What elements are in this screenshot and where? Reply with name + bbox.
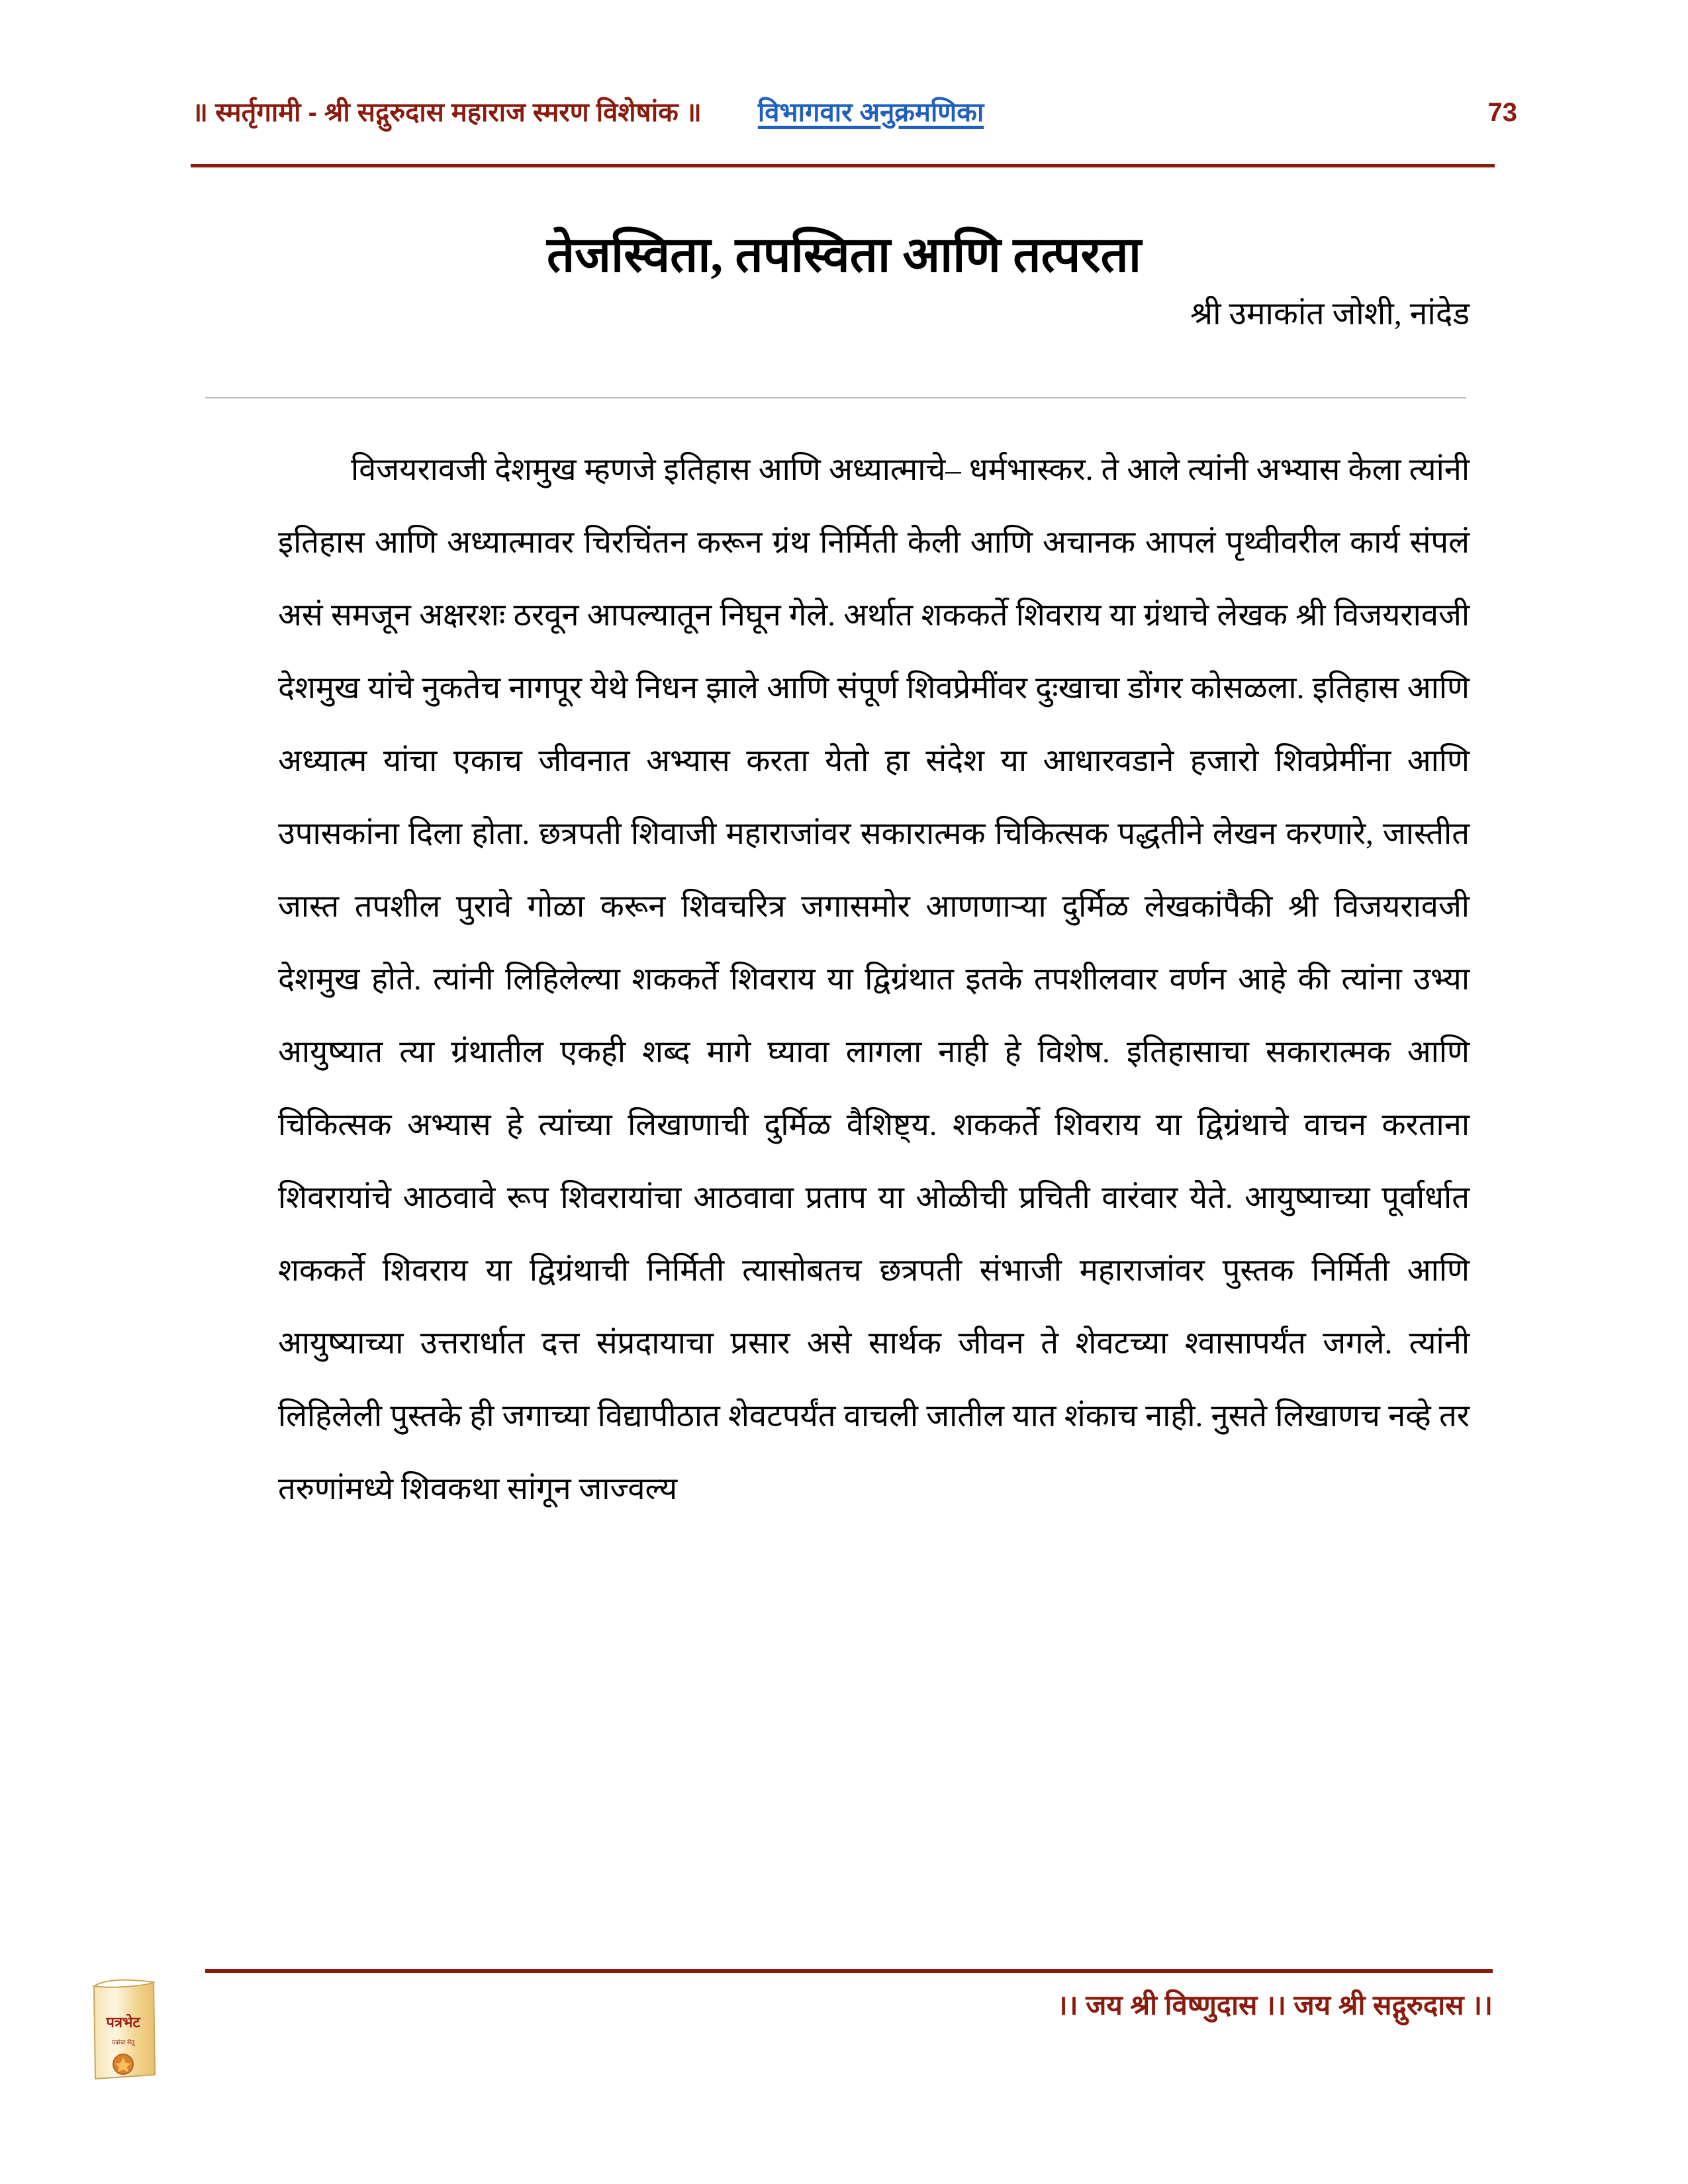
svg-text:पत्रांचा सेतू: पत्रांचा सेतू: [111, 2039, 135, 2046]
scroll-icon: [85, 1976, 164, 2081]
title-divider: [205, 397, 1466, 398]
body-paragraph: [278, 433, 1470, 1525]
article-body: [278, 433, 1470, 1525]
index-link[interactable]: विभागवार अनुक्रमणिका: [757, 98, 984, 127]
page-number: 73: [1487, 98, 1517, 127]
header-divider: [191, 164, 1495, 167]
footer-divider: [205, 1969, 1493, 1973]
patrabhet-scroll-logo: [85, 1976, 164, 2081]
page-header: [192, 93, 1523, 139]
footer-invocation: ।। जय श्री विष्णुदास ।। जय श्री सद्गुरुदास ।।: [1056, 1989, 1493, 2021]
svg-text:पत्रभेट: पत्रभेट: [106, 2014, 140, 2030]
body-paragraph-text: विजयरावजी देशमुख म्हणजे इतिहास आणि अध्यात्माचे– धर्मभास्कर. ते आले त्यांनी अभ्यास केला त्यांनी इतिहास आणि अध्यात्मावर चिरचिंतन करून ग्रंथ निर्मिती केली आणि अचानक आपलं पृथ्वीवरील कार्य संपलं असं समजून अक्षरशः ठरवून आपल्यातून निघून गेले. अर्थात शककर्ते शिवराय या ग्रंथाचे लेखक श्री विजयरावजी देशमुख यांचे नुकतेच नागपूर येथे निधन झाले आणि संपूर्ण शिवप्रेमींवर दुःखाचा डोंगर कोसळला. इतिहास आणि अध्यात्म यांचा एकाच जीवनात अभ्यास करता येतो हा संदेश या आधारवडाने हजारो शिवप्रेमींना आणि उपासकांना दिला होता. छत्रपती शिवाजी महाराजांवर सकारात्मक चिकित्सक पद्धतीने लेखन करणारे, जास्तीत जास्त तपशील पुरावे गोळा करून शिवचरित्र जगासमोर आणणाऱ्या दुर्मिळ लेखकांपैकी श्री विजयरावजी देशमुख होते. त्यांनी लिहिलेल्या शककर्ते शिवराय या द्विग्रंथात इतके तपशीलवार वर्णन आहे की त्यांना उभ्या आयुष्यात त्या ग्रंथातील एकही शब्द मागे घ्यावा लागला नाही हे विशेष. इतिहासाचा सकारात्मक आणि चिकित्सक अभ्यास हे त्यांच्या लिखाणाची दुर्मिळ वैशिष्ट्य. शककर्ते शिवराय या द्विग्रंथाचे वाचन करताना शिवरायांचे आठवावे रूप शिवरायांचा आठवावा प्रताप या ओळीची प्रचिती वारंवार येते. आयुष्याच्या पूर्वार्धात शककर्ते शिवराय या द्विग्रंथाची निर्मिती त्यासोबतच छत्रपती संभाजी महाराजांवर पुस्तक निर्मिती आणि आयुष्याच्या उत्तरार्धात दत्त संप्रदायाचा प्रसार असे सार्थक जीवन ते शेवटच्या श्वासापर्यंत जगले. त्यांनी लिहिलेली पुस्तके ही जगाच्या विद्यापीठात शेवटपर्यंत वाचली जातील यात शंकाच नाही. नुसते लिखाणच नव्हे तर तरुणांमध्ये शिवकथा सांगून जाज्वल्य: [278, 453, 1470, 1506]
article-title: तेजस्विता, तपस्विता आणि तत्परता: [546, 228, 1142, 283]
header-publication-title: ॥ स्मर्तृगामी - श्री सद्गुरुदास महाराज स्मरण विशेषांक ॥: [192, 98, 702, 127]
article-byline: श्री उमाकांत जोशी, नांदेड: [1190, 296, 1470, 332]
